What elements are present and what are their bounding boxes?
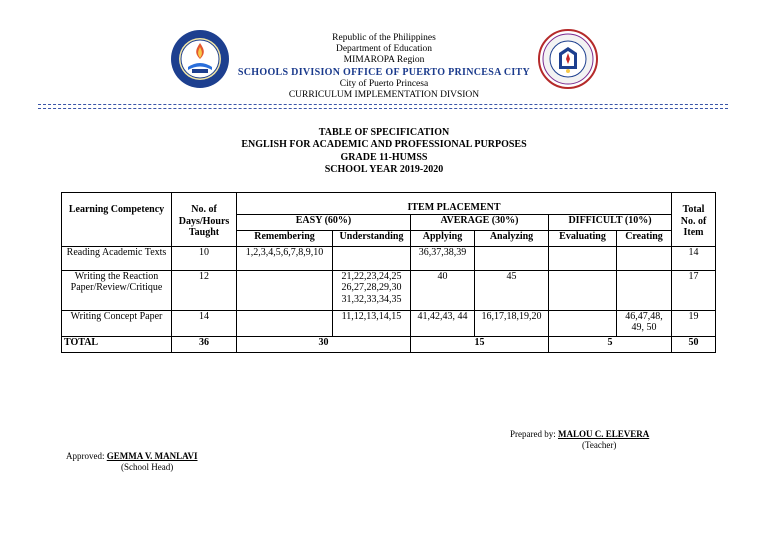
prepared-name: MALOU C. ELEVERA [557, 429, 650, 439]
header-evaluating: Evaluating [549, 230, 617, 246]
total-cell: 19 [672, 310, 716, 336]
understanding-cell: 21,22,23,24,25 26,27,28,29,30 31,32,33,34,35 [333, 270, 411, 310]
analyzing-cell [475, 246, 549, 270]
competency-cell: Reading Academic Texts [62, 246, 172, 270]
header-divider-2 [38, 108, 728, 109]
competency-cell: Writing Concept Paper [62, 310, 172, 336]
remembering-cell: 1,2,3,4,5,6,7,8,9,10 [237, 246, 333, 270]
specification-table [61, 192, 716, 353]
approved-role: (School Head) [121, 462, 174, 472]
total-easy: 30 [237, 336, 411, 352]
total-difficult: 5 [549, 336, 672, 352]
doc-school-year: SCHOOL YEAR 2019-2020 [324, 164, 444, 175]
applying-cell: 40 [411, 270, 475, 310]
table-row [62, 246, 716, 270]
approved-by [66, 451, 198, 462]
doc-subject: ENGLISH FOR ACADEMIC AND PROFESSIONAL PURPOSES [241, 139, 527, 150]
header-creating: Creating [617, 230, 672, 246]
doc-grade: GRADE 11-HUMSS [340, 152, 428, 163]
evaluating-cell [549, 270, 617, 310]
total-label: TOTAL [62, 336, 172, 352]
header-applying: Applying [411, 230, 475, 246]
header-department: Department of Education [335, 44, 433, 54]
days-cell: 10 [172, 246, 237, 270]
evaluating-cell [549, 310, 617, 336]
total-cell: 14 [672, 246, 716, 270]
analyzing-cell: 16,17,18,19,20 [475, 310, 549, 336]
approved-label: Approved: [66, 451, 105, 461]
competency-cell: Writing the Reaction Paper/Review/Critique [62, 270, 172, 310]
applying-cell: 36,37,38,39 [411, 246, 475, 270]
understanding-cell [333, 246, 411, 270]
days-cell: 14 [172, 310, 237, 336]
header-divider [38, 104, 728, 105]
creating-cell [617, 246, 672, 270]
header-republic: Republic of the Philippines [332, 33, 436, 43]
header-remembering: Remembering [237, 230, 333, 246]
evaluating-cell [549, 246, 617, 270]
days-cell: 12 [172, 270, 237, 310]
prepared-label: Prepared by: [510, 429, 556, 439]
total-days: 36 [172, 336, 237, 352]
header-office: SCHOOLS DIVISION OFFICE OF PUERTO PRINCESA CITY [237, 67, 531, 78]
header-easy: EASY (60%) [237, 214, 411, 230]
header-region: MIMAROPA Region [343, 55, 425, 65]
total-average: 15 [411, 336, 549, 352]
table-row [62, 270, 716, 310]
table-row [62, 310, 716, 336]
total-items: 50 [672, 336, 716, 352]
prepared-by [510, 429, 649, 440]
remembering-cell [237, 310, 333, 336]
total-cell: 17 [672, 270, 716, 310]
header-city: City of Puerto Princesa [339, 79, 429, 89]
header-analyzing: Analyzing [475, 230, 549, 246]
header-competency: Learning Competency [62, 193, 172, 247]
total-row [62, 336, 716, 352]
understanding-cell: 11,12,13,14,15 [333, 310, 411, 336]
header-days: No. of Days/Hours Taught [172, 193, 237, 247]
prepared-role: (Teacher) [582, 440, 617, 450]
analyzing-cell: 45 [475, 270, 549, 310]
doc-title: TABLE OF SPECIFICATION [318, 127, 450, 138]
header-division: CURRICULUM IMPLEMENTATION DIVSION [288, 90, 480, 100]
header-item-placement: ITEM PLACEMENT [237, 193, 672, 215]
header-average: AVERAGE (30%) [411, 214, 549, 230]
creating-cell: 46,47,48, 49, 50 [617, 310, 672, 336]
creating-cell [617, 270, 672, 310]
applying-cell: 41,42,43, 44 [411, 310, 475, 336]
header-understanding: Understanding [333, 230, 411, 246]
approved-name: GEMMA V. MANLAVI [106, 451, 198, 461]
header-difficult: DIFFICULT (10%) [549, 214, 672, 230]
remembering-cell [237, 270, 333, 310]
header-total: Total No. of Item [672, 193, 716, 247]
